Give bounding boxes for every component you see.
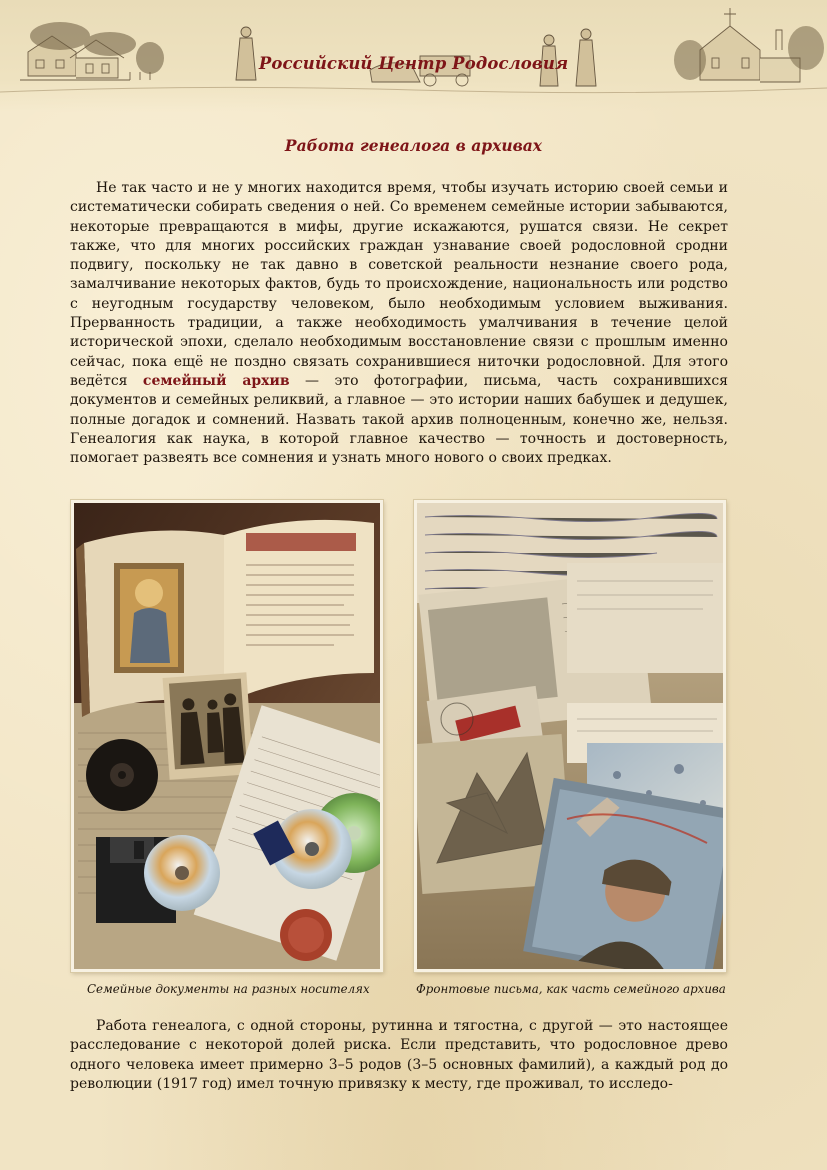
intro-paragraph — [70, 179, 728, 468]
article-title: Работа генеалога в архивах — [284, 136, 543, 155]
page-header — [0, 0, 827, 112]
site-title: Российский Центр Родословия — [258, 54, 569, 73]
photo-caption-letters: Фронтовые письма, как часть семейного архива — [416, 982, 726, 996]
paragraph1-text-start: Не так часто и не у многих находится время, чтобы изучать историю своей семьи и систематически собирать сведения о ней. Со временем семейные истории забываются, некоторые превращаются в мифы, другие искажаются, рушатся связи. Не секрет также, что для многих российских граждан узнавание своей родословной сродни подвигу, поскольку не так давно в советской реальности незнание своего рода, замалчивание некоторых фактов, будь то происхождение, национальность или родство с неугодным государству человеком, было необходимым условием выживания. Прерванность традиции, а также необходимость умалчивания в течение целой исторической эпохи, сделало необходимым восстановление связи с прошлым именно сейчас, пока ещё не поздно связать сохранившиеся ниточки родословной. Для этого ведётся — [70, 180, 728, 389]
photo-caption-documents: Семейные документы на разных носителях — [87, 982, 370, 996]
family-documents-photo — [71, 500, 383, 972]
family-archive-link[interactable]: семейный архив — [142, 372, 290, 389]
paragraph1-text-end: — это фотографии, письма, часть сохранившихся документов и семейных реликвий, а главное — это истории наших бабушек и дедушек, полные догадок и сомнений. Назвать такой архив полноценным, конечно же, нельзя. Генеалогия как наука, в которой главное качество — точность и достоверность, помогает развеять все сомнения и узнать много нового о своих предках. — [70, 372, 728, 467]
front-letters-photo — [414, 500, 726, 972]
genealogist-work-paragraph: Работа генеалога, с одной стороны, рутинна и тягостна, с другой — это настоящее расследование с некоторой долей риска. Если представить, что родословное древо одного человека имеет примерно 3–5 родов (3–5 основных фамилий), а каждый род до революции (1917 год) имел точную привязку к месту, где проживал, то исследо- — [70, 1018, 728, 1092]
